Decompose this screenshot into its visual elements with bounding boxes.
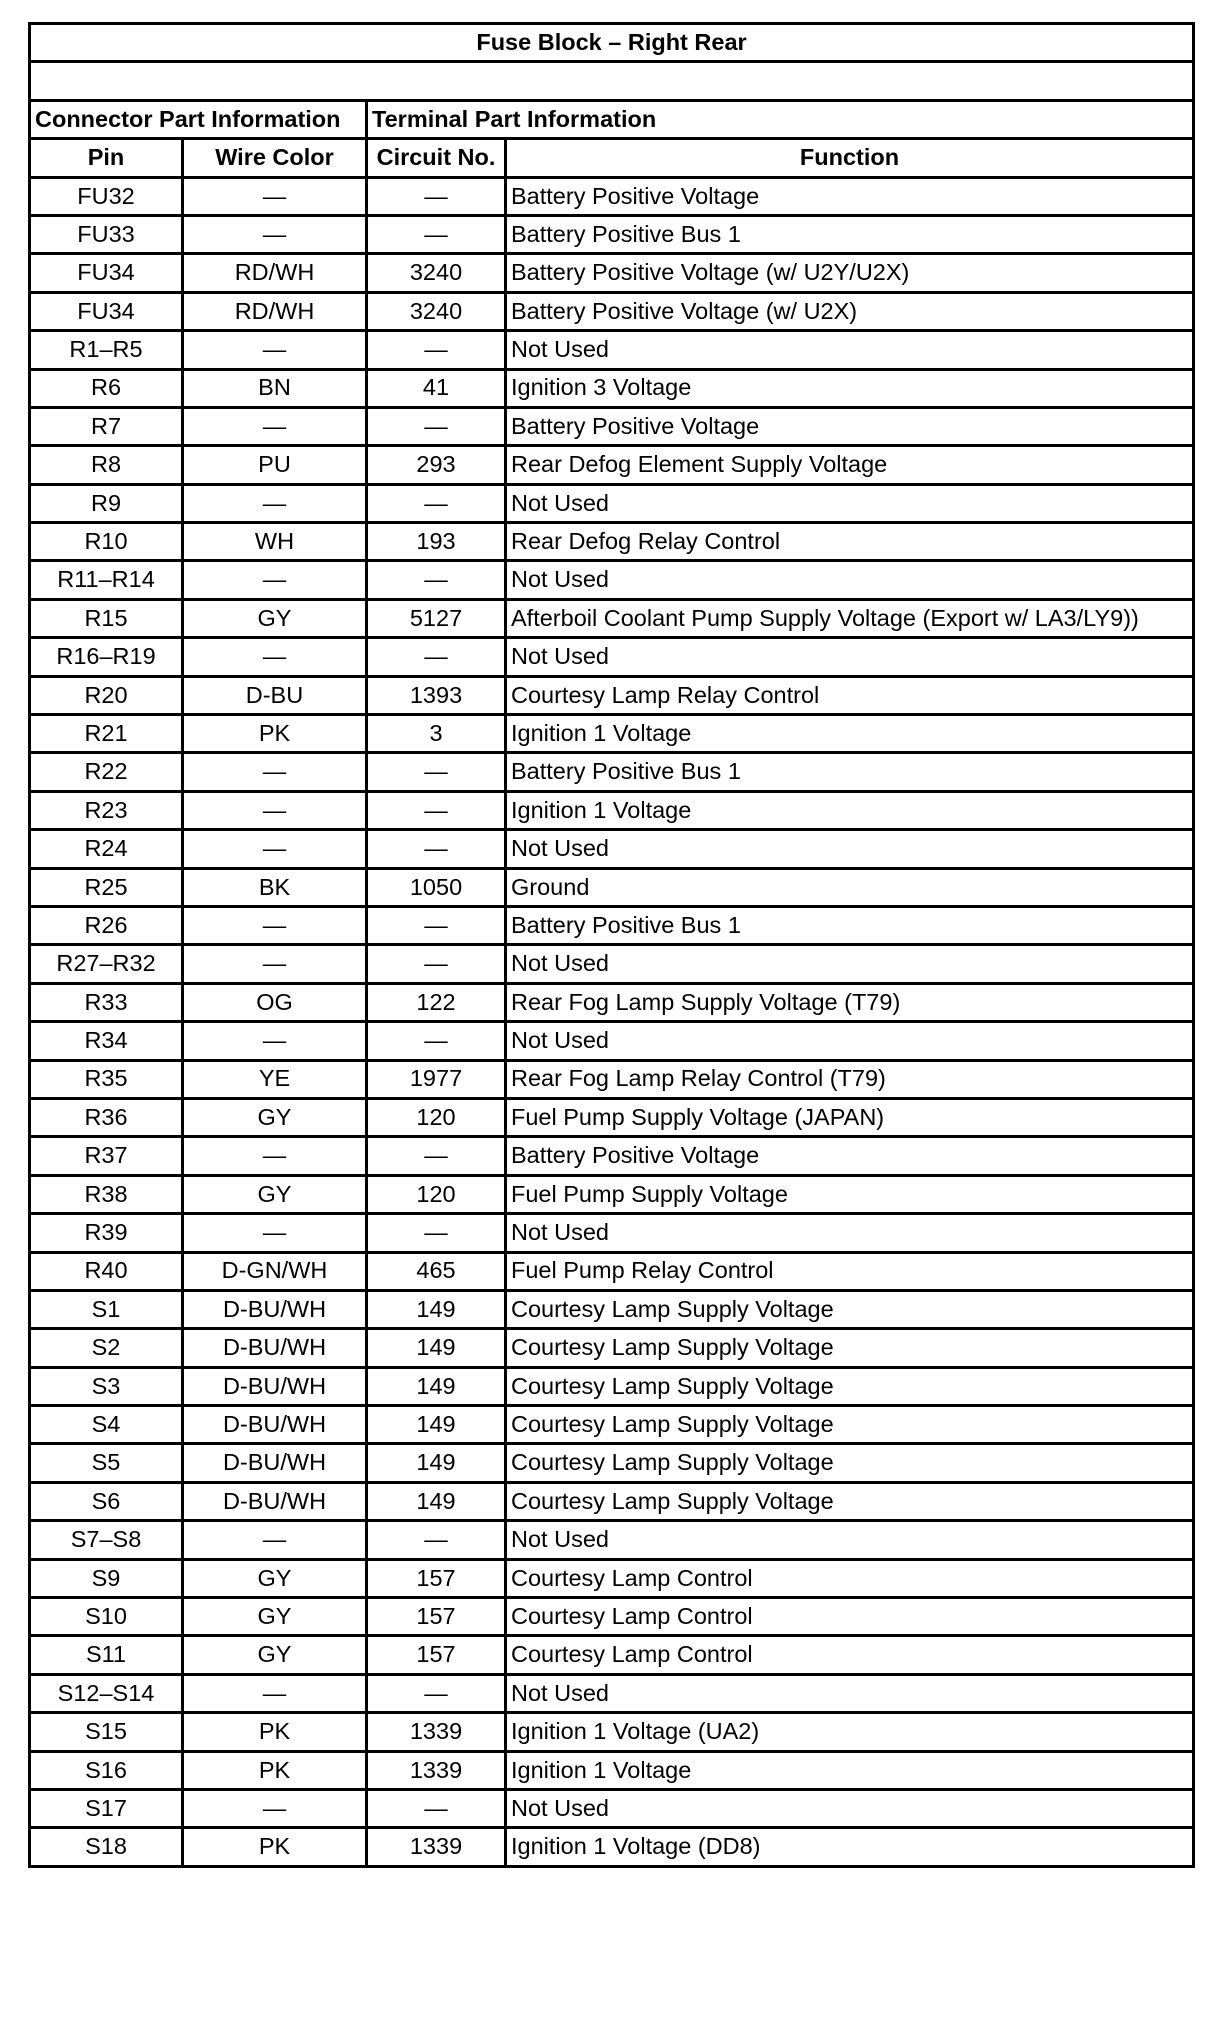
function-cell: Not Used: [506, 561, 1194, 599]
table-row: [30, 1789, 1194, 1827]
circuit-no-cell: 1339: [367, 1751, 506, 1789]
wire-color-cell: —: [183, 407, 367, 445]
pin-cell: S3: [30, 1367, 183, 1405]
circuit-no-cell: 149: [367, 1329, 506, 1367]
wire-color-cell: PU: [183, 446, 367, 484]
function-cell: Not Used: [506, 1674, 1194, 1712]
table-row: [30, 523, 1194, 561]
pin-cell: R11–R14: [30, 561, 183, 599]
wire-color-cell: YE: [183, 1060, 367, 1098]
function-cell: Courtesy Lamp Control: [506, 1559, 1194, 1597]
table-row: [30, 369, 1194, 407]
table-row: [30, 1022, 1194, 1060]
function-cell: Courtesy Lamp Supply Voltage: [506, 1290, 1194, 1328]
wire-color-cell: GY: [183, 1636, 367, 1674]
function-cell: Battery Positive Voltage (w/ U2Y/U2X): [506, 254, 1194, 292]
table-row: [30, 254, 1194, 292]
pin-cell: R25: [30, 868, 183, 906]
function-cell: Battery Positive Bus 1: [506, 906, 1194, 944]
circuit-no-cell: —: [367, 215, 506, 253]
col-header-circuit-no: Circuit No.: [367, 139, 506, 177]
function-cell: Afterboil Coolant Pump Supply Voltage (Export w/ LA3/LY9)): [506, 599, 1194, 637]
function-cell: Courtesy Lamp Supply Voltage: [506, 1329, 1194, 1367]
function-cell: Ground: [506, 868, 1194, 906]
table-row: [30, 1521, 1194, 1559]
function-cell: Fuel Pump Relay Control: [506, 1252, 1194, 1290]
circuit-no-cell: 157: [367, 1598, 506, 1636]
table-row: [30, 1713, 1194, 1751]
circuit-no-cell: —: [367, 830, 506, 868]
column-header-row: [30, 139, 1194, 177]
wire-color-cell: —: [183, 1137, 367, 1175]
table-row: [30, 1175, 1194, 1213]
wire-color-cell: PK: [183, 715, 367, 753]
table-row: [30, 1214, 1194, 1252]
function-cell: Courtesy Lamp Control: [506, 1636, 1194, 1674]
title-row: [30, 24, 1194, 62]
table-row: [30, 484, 1194, 522]
pin-cell: FU32: [30, 177, 183, 215]
circuit-no-cell: 149: [367, 1290, 506, 1328]
table-row: [30, 945, 1194, 983]
pin-cell: R35: [30, 1060, 183, 1098]
wire-color-cell: GY: [183, 1098, 367, 1136]
circuit-no-cell: 149: [367, 1482, 506, 1520]
circuit-no-cell: —: [367, 1789, 506, 1827]
pin-cell: R40: [30, 1252, 183, 1290]
table-row: [30, 1559, 1194, 1597]
wire-color-cell: —: [183, 638, 367, 676]
pin-cell: R38: [30, 1175, 183, 1213]
function-cell: Not Used: [506, 830, 1194, 868]
circuit-no-cell: 5127: [367, 599, 506, 637]
connector-part-info-label: Connector Part Information: [30, 100, 367, 138]
pin-cell: S11: [30, 1636, 183, 1674]
pin-cell: R22: [30, 753, 183, 791]
wire-color-cell: D-GN/WH: [183, 1252, 367, 1290]
pin-cell: R24: [30, 830, 183, 868]
function-cell: Ignition 1 Voltage: [506, 715, 1194, 753]
table-row: [30, 331, 1194, 369]
table-row: [30, 753, 1194, 791]
circuit-no-cell: 193: [367, 523, 506, 561]
table-row: [30, 906, 1194, 944]
wire-color-cell: —: [183, 1022, 367, 1060]
pin-cell: R7: [30, 407, 183, 445]
col-header-wire-color: Wire Color: [183, 139, 367, 177]
circuit-no-cell: —: [367, 1521, 506, 1559]
wire-color-cell: OG: [183, 983, 367, 1021]
function-cell: Rear Fog Lamp Supply Voltage (T79): [506, 983, 1194, 1021]
col-header-function: Function: [506, 139, 1194, 177]
table-row: [30, 1367, 1194, 1405]
circuit-no-cell: —: [367, 753, 506, 791]
col-header-pin: Pin: [30, 139, 183, 177]
wire-color-cell: —: [183, 791, 367, 829]
table-row: [30, 292, 1194, 330]
circuit-no-cell: 41: [367, 369, 506, 407]
table-row: [30, 1290, 1194, 1328]
wire-color-cell: GY: [183, 1559, 367, 1597]
table-row: [30, 1636, 1194, 1674]
blank-cell: [30, 62, 1194, 100]
pin-cell: S5: [30, 1444, 183, 1482]
circuit-no-cell: 120: [367, 1098, 506, 1136]
pin-cell: R10: [30, 523, 183, 561]
table-row: [30, 1751, 1194, 1789]
wire-color-cell: GY: [183, 599, 367, 637]
pin-cell: R27–R32: [30, 945, 183, 983]
table-row: [30, 1444, 1194, 1482]
wire-color-cell: PK: [183, 1828, 367, 1866]
pin-cell: R33: [30, 983, 183, 1021]
circuit-no-cell: —: [367, 906, 506, 944]
circuit-no-cell: 3: [367, 715, 506, 753]
circuit-no-cell: —: [367, 331, 506, 369]
function-cell: Courtesy Lamp Supply Voltage: [506, 1367, 1194, 1405]
circuit-no-cell: —: [367, 407, 506, 445]
circuit-no-cell: 1393: [367, 676, 506, 714]
circuit-no-cell: 1339: [367, 1713, 506, 1751]
table-row: [30, 676, 1194, 714]
wire-color-cell: —: [183, 945, 367, 983]
function-cell: Ignition 1 Voltage: [506, 791, 1194, 829]
table-row: [30, 599, 1194, 637]
pin-cell: S17: [30, 1789, 183, 1827]
fuse-block-table: [28, 22, 1195, 1868]
table-row: [30, 446, 1194, 484]
function-cell: Battery Positive Bus 1: [506, 753, 1194, 791]
wire-color-cell: PK: [183, 1751, 367, 1789]
wire-color-cell: RD/WH: [183, 254, 367, 292]
pin-cell: R20: [30, 676, 183, 714]
table-row: [30, 868, 1194, 906]
table-row: [30, 1098, 1194, 1136]
wire-color-cell: D-BU/WH: [183, 1482, 367, 1520]
pin-cell: R23: [30, 791, 183, 829]
circuit-no-cell: —: [367, 484, 506, 522]
pin-cell: R36: [30, 1098, 183, 1136]
wire-color-cell: —: [183, 561, 367, 599]
wire-color-cell: GY: [183, 1598, 367, 1636]
table-row: [30, 407, 1194, 445]
function-cell: Not Used: [506, 1022, 1194, 1060]
pin-cell: S18: [30, 1828, 183, 1866]
wire-color-cell: —: [183, 484, 367, 522]
wire-color-cell: —: [183, 830, 367, 868]
circuit-no-cell: 157: [367, 1636, 506, 1674]
circuit-no-cell: 149: [367, 1406, 506, 1444]
wire-color-cell: WH: [183, 523, 367, 561]
table-row: [30, 791, 1194, 829]
pin-cell: FU34: [30, 292, 183, 330]
wire-color-cell: —: [183, 1674, 367, 1712]
function-cell: Rear Defog Element Supply Voltage: [506, 446, 1194, 484]
blank-row: [30, 62, 1194, 100]
function-cell: Not Used: [506, 484, 1194, 522]
wire-color-cell: D-BU: [183, 676, 367, 714]
terminal-part-info-label: Terminal Part Information: [367, 100, 1194, 138]
function-cell: Not Used: [506, 638, 1194, 676]
wire-color-cell: BN: [183, 369, 367, 407]
circuit-no-cell: 157: [367, 1559, 506, 1597]
function-cell: Battery Positive Voltage: [506, 407, 1194, 445]
circuit-no-cell: 1050: [367, 868, 506, 906]
circuit-no-cell: —: [367, 1674, 506, 1712]
pin-cell: S16: [30, 1751, 183, 1789]
part-info-row: [30, 100, 1194, 138]
function-cell: Fuel Pump Supply Voltage (JAPAN): [506, 1098, 1194, 1136]
pin-cell: FU34: [30, 254, 183, 292]
function-cell: Not Used: [506, 331, 1194, 369]
table-row: [30, 1252, 1194, 1290]
table-row: [30, 215, 1194, 253]
pin-cell: S9: [30, 1559, 183, 1597]
table-row: [30, 1828, 1194, 1866]
function-cell: Courtesy Lamp Relay Control: [506, 676, 1194, 714]
table-row: [30, 1329, 1194, 1367]
circuit-no-cell: —: [367, 177, 506, 215]
wire-color-cell: BK: [183, 868, 367, 906]
table-row: [30, 1406, 1194, 1444]
circuit-no-cell: 122: [367, 983, 506, 1021]
wire-color-cell: D-BU/WH: [183, 1329, 367, 1367]
circuit-no-cell: —: [367, 638, 506, 676]
pin-cell: FU33: [30, 215, 183, 253]
function-cell: Battery Positive Voltage (w/ U2X): [506, 292, 1194, 330]
function-cell: Ignition 3 Voltage: [506, 369, 1194, 407]
pin-cell: S2: [30, 1329, 183, 1367]
table-row: [30, 1060, 1194, 1098]
circuit-no-cell: 149: [367, 1367, 506, 1405]
table-row: [30, 830, 1194, 868]
function-cell: Courtesy Lamp Supply Voltage: [506, 1406, 1194, 1444]
function-cell: Not Used: [506, 1214, 1194, 1252]
wire-color-cell: —: [183, 753, 367, 791]
circuit-no-cell: —: [367, 1022, 506, 1060]
wire-color-cell: D-BU/WH: [183, 1367, 367, 1405]
table-row: [30, 983, 1194, 1021]
pin-cell: S12–S14: [30, 1674, 183, 1712]
wire-color-cell: PK: [183, 1713, 367, 1751]
function-cell: Ignition 1 Voltage (UA2): [506, 1713, 1194, 1751]
pin-cell: R26: [30, 906, 183, 944]
function-cell: Not Used: [506, 1789, 1194, 1827]
pin-cell: R21: [30, 715, 183, 753]
wire-color-cell: —: [183, 1789, 367, 1827]
wire-color-cell: —: [183, 1214, 367, 1252]
wire-color-cell: GY: [183, 1175, 367, 1213]
function-cell: Courtesy Lamp Supply Voltage: [506, 1444, 1194, 1482]
function-cell: Courtesy Lamp Control: [506, 1598, 1194, 1636]
function-cell: Battery Positive Bus 1: [506, 215, 1194, 253]
function-cell: Battery Positive Voltage: [506, 1137, 1194, 1175]
function-cell: Ignition 1 Voltage: [506, 1751, 1194, 1789]
table-row: [30, 715, 1194, 753]
circuit-no-cell: —: [367, 1214, 506, 1252]
circuit-no-cell: 149: [367, 1444, 506, 1482]
circuit-no-cell: —: [367, 1137, 506, 1175]
pin-cell: R9: [30, 484, 183, 522]
wire-color-cell: D-BU/WH: [183, 1444, 367, 1482]
pin-cell: R1–R5: [30, 331, 183, 369]
function-cell: Courtesy Lamp Supply Voltage: [506, 1482, 1194, 1520]
wire-color-cell: —: [183, 331, 367, 369]
function-cell: Battery Positive Voltage: [506, 177, 1194, 215]
pin-cell: R39: [30, 1214, 183, 1252]
table-row: [30, 561, 1194, 599]
table-title: Fuse Block – Right Rear: [30, 24, 1194, 62]
function-cell: Not Used: [506, 1521, 1194, 1559]
circuit-no-cell: 3240: [367, 254, 506, 292]
pin-cell: S10: [30, 1598, 183, 1636]
table-row: [30, 1598, 1194, 1636]
wire-color-cell: —: [183, 177, 367, 215]
function-cell: Not Used: [506, 945, 1194, 983]
function-cell: Fuel Pump Supply Voltage: [506, 1175, 1194, 1213]
circuit-no-cell: 465: [367, 1252, 506, 1290]
wire-color-cell: D-BU/WH: [183, 1406, 367, 1444]
table-row: [30, 638, 1194, 676]
wire-color-cell: D-BU/WH: [183, 1290, 367, 1328]
circuit-no-cell: —: [367, 945, 506, 983]
pin-cell: R34: [30, 1022, 183, 1060]
pin-cell: S15: [30, 1713, 183, 1751]
pin-cell: S6: [30, 1482, 183, 1520]
pin-cell: R37: [30, 1137, 183, 1175]
pin-cell: R8: [30, 446, 183, 484]
pin-cell: S4: [30, 1406, 183, 1444]
wire-color-cell: —: [183, 1521, 367, 1559]
wire-color-cell: RD/WH: [183, 292, 367, 330]
table-row: [30, 1482, 1194, 1520]
wire-color-cell: —: [183, 906, 367, 944]
table-row: [30, 177, 1194, 215]
circuit-no-cell: 1339: [367, 1828, 506, 1866]
circuit-no-cell: 120: [367, 1175, 506, 1213]
pin-cell: S7–S8: [30, 1521, 183, 1559]
pin-cell: S1: [30, 1290, 183, 1328]
pin-cell: R6: [30, 369, 183, 407]
pin-cell: R15: [30, 599, 183, 637]
circuit-no-cell: 3240: [367, 292, 506, 330]
function-cell: Rear Defog Relay Control: [506, 523, 1194, 561]
table-row: [30, 1674, 1194, 1712]
circuit-no-cell: 293: [367, 446, 506, 484]
circuit-no-cell: 1977: [367, 1060, 506, 1098]
pin-cell: R16–R19: [30, 638, 183, 676]
table-row: [30, 1137, 1194, 1175]
function-cell: Ignition 1 Voltage (DD8): [506, 1828, 1194, 1866]
wire-color-cell: —: [183, 215, 367, 253]
circuit-no-cell: —: [367, 561, 506, 599]
circuit-no-cell: —: [367, 791, 506, 829]
function-cell: Rear Fog Lamp Relay Control (T79): [506, 1060, 1194, 1098]
